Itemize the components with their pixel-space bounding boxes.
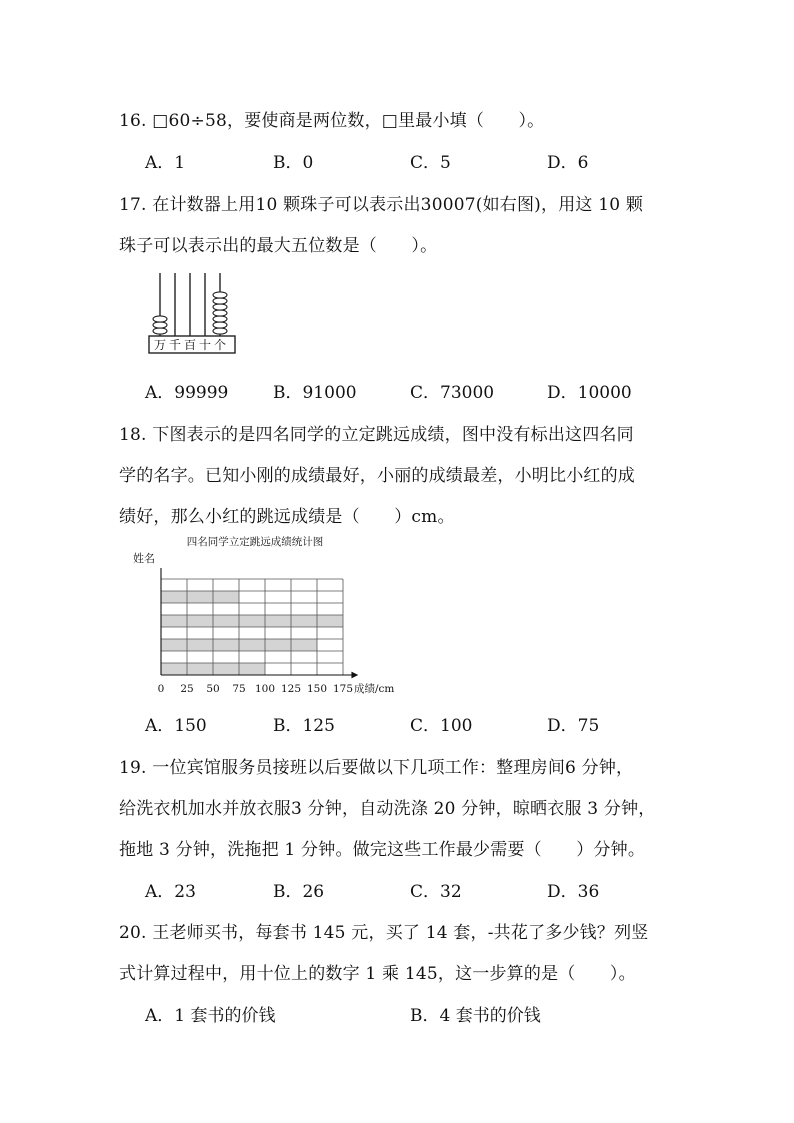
q16-stem: 16. □60÷58，要使商是两位数，□里最小填（ ）。 <box>119 111 545 131</box>
long-jump-chart <box>128 532 418 700</box>
abacus-bead <box>213 304 227 310</box>
chart-bar <box>161 615 343 627</box>
abacus-label-shi: 十 <box>198 338 212 352</box>
chart-x-tick-label: 125 <box>280 683 302 695</box>
abacus-bead <box>213 292 227 298</box>
q20-stem-line2: 式计算过程中，用十位上的数字 1 乘 145，这一步算的是（ ）。 <box>119 964 636 984</box>
q18-stem-line1: 18. 下图表示的是四名同学的立定跳远成绩，图中没有标出这四名同 <box>119 425 634 445</box>
abacus-bead <box>213 316 227 322</box>
q20-option-b[interactable]: B．4 套书的价钱 <box>410 1006 541 1026</box>
abacus-bead <box>213 310 227 316</box>
q19-stem-line1: 19. 一位宾馆服务员接班以后要做以下几项工作：整理房间6 分钟， <box>119 758 634 778</box>
q16-option-d[interactable]: D．6 <box>547 153 589 173</box>
abacus-bead <box>213 298 227 304</box>
q18-option-a[interactable]: A．150 <box>145 716 207 736</box>
q19-stem-line2: 给洗衣机加水并放衣服3 分钟，自动洗涤 20 分钟，晾晒衣服 3 分钟， <box>119 799 656 819</box>
chart-x-axis-arrow <box>352 673 357 678</box>
q16-option-c[interactable]: C．5 <box>410 153 451 173</box>
q18-stem-line3: 绩好，那么小红的跳远成绩是（ ）cm。 <box>119 507 455 527</box>
abacus-label-bai: 百 <box>183 338 197 352</box>
chart-bar <box>161 591 239 603</box>
q17-option-a[interactable]: A．99999 <box>145 383 229 403</box>
q17-option-d[interactable]: D．10000 <box>547 383 632 403</box>
chart-x-tick-label: 25 <box>180 683 194 695</box>
abacus-label-ge: 个 <box>213 338 227 352</box>
q16-option-a[interactable]: A．1 <box>145 153 186 173</box>
abacus-label-qian: 千 <box>168 338 182 352</box>
q18-stem-line2: 学的名字。已知小刚的成绩最好，小丽的成绩最差，小明比小红的成 <box>119 466 635 486</box>
chart-title: 四名同学立定跳远成绩统计图 <box>186 536 324 548</box>
chart-x-tick-label: 150 <box>306 683 328 695</box>
q17-stem-line1: 17. 在计数器上用10 颗珠子可以表示出30007(如右图)，用这 10 颗 <box>119 195 644 215</box>
q18-option-d[interactable]: D．75 <box>547 716 600 736</box>
chart-ylabel: 姓名 <box>133 552 155 565</box>
abacus-bead <box>213 322 227 328</box>
abacus-bead <box>153 322 167 328</box>
q18-option-b[interactable]: B．125 <box>273 716 335 736</box>
q18-option-c[interactable]: C．100 <box>410 716 473 736</box>
chart-x-tick-label: 75 <box>232 683 246 695</box>
q19-option-c[interactable]: C．32 <box>410 882 462 902</box>
q19-option-b[interactable]: B．26 <box>273 882 325 902</box>
abacus-label-wan: 万 <box>153 338 167 352</box>
chart-x-tick-label: 0 <box>157 683 165 695</box>
chart-x-tick-label: 50 <box>206 683 220 695</box>
q19-stem-line3: 拖地 3 分钟，洗拖把 1 分钟。做完这些工作最少需要（ ）分钟。 <box>119 840 646 860</box>
abacus-bead <box>153 328 167 334</box>
q17-option-c[interactable]: C．73000 <box>410 383 495 403</box>
q17-stem-line2: 珠子可以表示出的最大五位数是（ ）。 <box>119 236 438 256</box>
chart-x-tick-label: 100 <box>254 683 276 695</box>
q19-option-d[interactable]: D．36 <box>547 882 600 902</box>
q20-option-a[interactable]: A．1 套书的价钱 <box>145 1006 276 1026</box>
q17-option-b[interactable]: B．91000 <box>273 383 357 403</box>
chart-xlabel: 成绩/cm <box>354 683 395 695</box>
abacus-bead <box>153 316 167 322</box>
q19-option-a[interactable]: A．23 <box>145 882 196 902</box>
q16-option-b[interactable]: B．0 <box>273 153 314 173</box>
chart-x-tick-label: 175 <box>332 683 354 695</box>
abacus-bead <box>213 328 227 334</box>
q20-stem-line1: 20. 王老师买书，每套书 145 元，买了 14 套，-共花了多少钱？列竖 <box>119 923 649 943</box>
abacus-figure <box>145 268 245 363</box>
